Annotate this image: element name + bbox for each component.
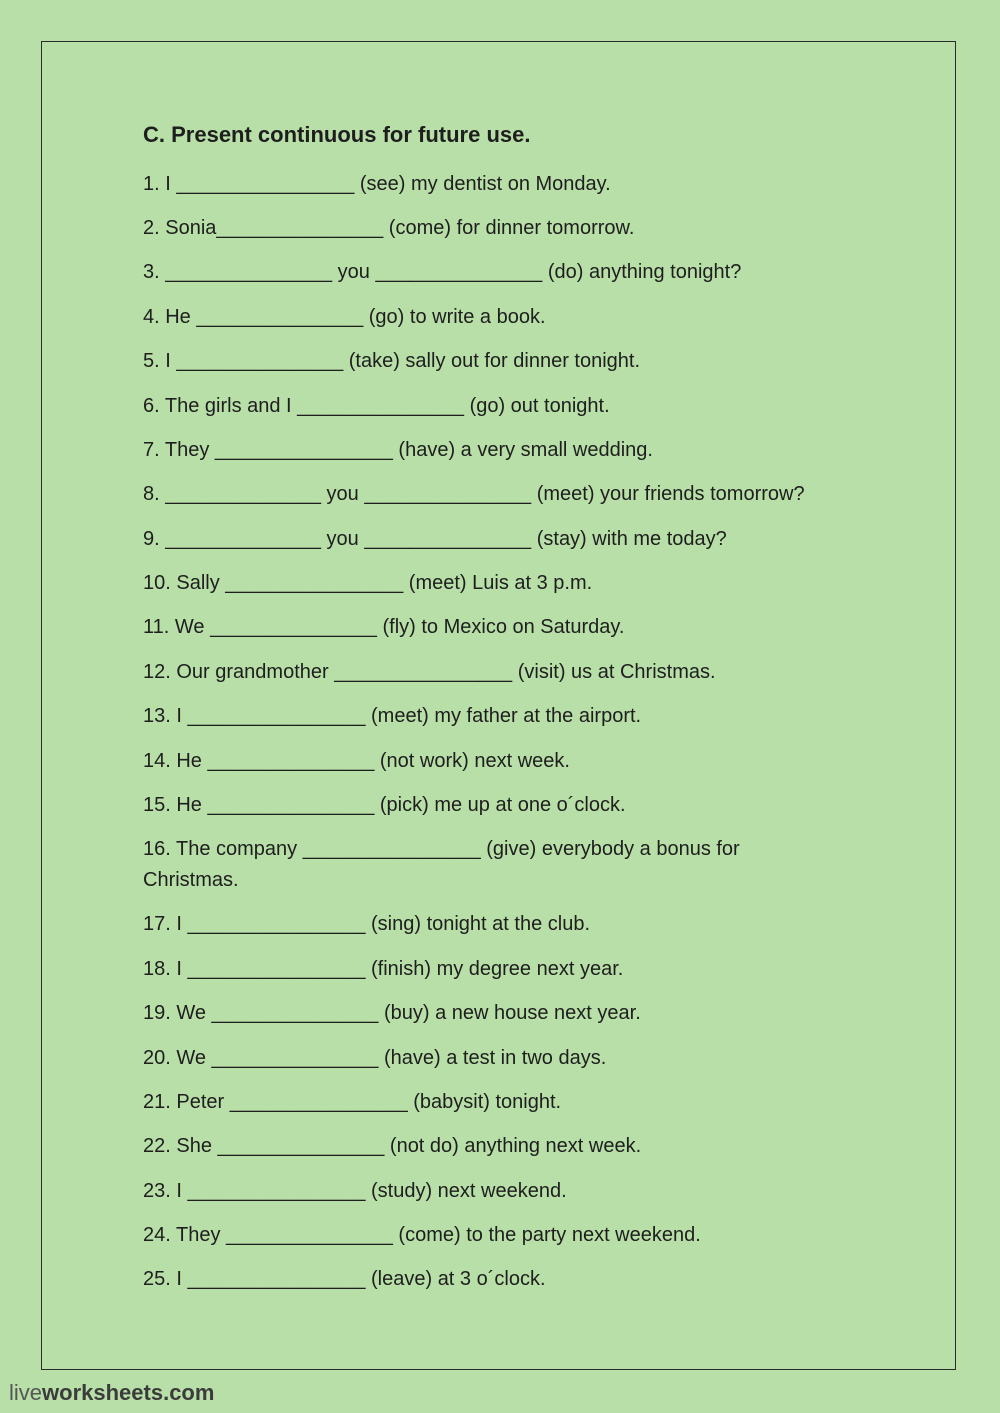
exercise-item: 14. He _______________ (not work) next week.: [143, 750, 570, 772]
exercise-item: 24. They _______________ (come) to the party next weekend.: [143, 1224, 701, 1246]
exercise-item: 25. I ________________ (leave) at 3 o´clock.: [143, 1268, 546, 1290]
exercise-title: C. Present continuous for future use.: [143, 122, 531, 147]
exercise-item: 22. She _______________ (not do) anything next week.: [143, 1135, 642, 1157]
logo-brand: worksheets: [42, 1380, 164, 1405]
exercise-item: 16. The company ________________ (give) everybody a bonus for Christmas.: [143, 838, 746, 891]
exercise-item: 10. Sally ________________ (meet) Luis at 3 p.m.: [143, 572, 593, 594]
exercise-item: 3. _______________ you _______________ (do) anything tonight?: [143, 261, 742, 283]
logo-suffix: .com: [163, 1380, 215, 1405]
logo-prefix: live: [9, 1380, 43, 1405]
exercise-item: 20. We _______________ (have) a test in two days.: [143, 1047, 607, 1069]
exercise-item: 4. He _______________ (go) to write a book.: [143, 306, 546, 328]
exercise-item: 13. I ________________ (meet) my father at the airport.: [143, 705, 642, 727]
exercise-item: 2. Sonia_______________ (come) for dinner tomorrow.: [143, 217, 635, 239]
exercise-item: 12. Our grandmother ________________ (visit) us at Christmas.: [143, 661, 716, 683]
exercise-item: 21. Peter ________________ (babysit) tonight.: [143, 1091, 562, 1113]
exercise-item: 19. We _______________ (buy) a new house next year.: [143, 1002, 641, 1024]
exercise-item: 8. ______________ you _______________ (meet) your friends tomorrow?: [143, 483, 805, 505]
exercise-item: 5. I _______________ (take) sally out for dinner tonight.: [143, 350, 641, 372]
liveworksheets-logo[interactable]: [9, 1380, 214, 1406]
exercise-item: 15. He _______________ (pick) me up at one o´clock.: [143, 794, 626, 816]
exercise-item: 18. I ________________ (finish) my degree next year.: [143, 958, 624, 980]
exercise-item: 1. I ________________ (see) my dentist on Monday.: [143, 173, 611, 195]
exercise-item: 17. I ________________ (sing) tonight at the club.: [143, 913, 591, 935]
exercise-item: 11. We _______________ (fly) to Mexico on Saturday.: [143, 616, 625, 638]
exercise-item: 9. ______________ you _______________ (stay) with me today?: [143, 528, 727, 550]
exercise-item: 7. They ________________ (have) a very small wedding.: [143, 439, 653, 461]
exercise-item: 23. I ________________ (study) next weekend.: [143, 1180, 567, 1202]
exercise-item: 6. The girls and I _______________ (go) out tonight.: [143, 395, 610, 417]
